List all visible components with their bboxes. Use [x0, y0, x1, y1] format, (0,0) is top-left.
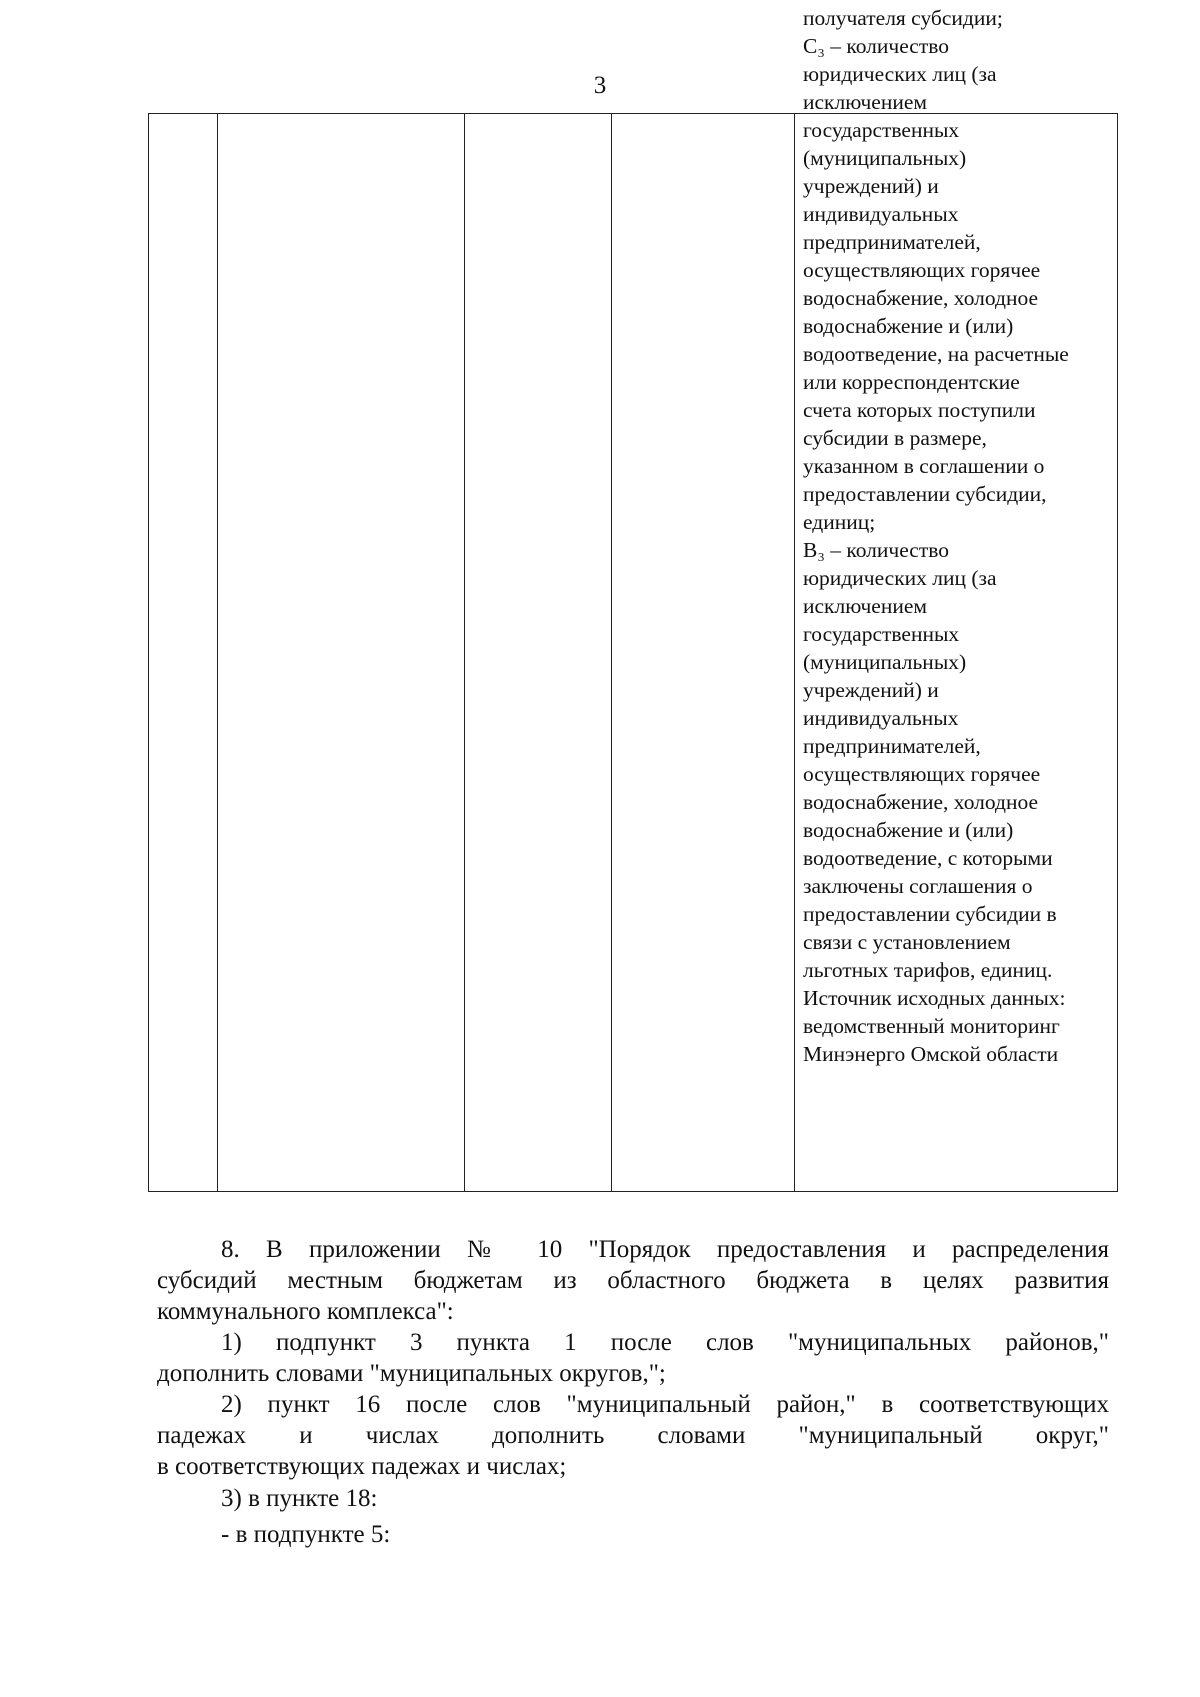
paragraph-8 — [157, 1234, 1109, 1327]
table-cell-line: (муниципальных) — [803, 650, 967, 674]
table-cell-line: осуществляющих горячее — [803, 762, 1041, 786]
table-cell-line: связи с установлением — [803, 930, 1011, 954]
table-cell-line: водоснабжение и (или) — [803, 818, 1014, 842]
table-cell-line: получателя субсидии; — [803, 6, 1003, 30]
paragraph-line: падежах и числах дополнить словами "муниципальный округ," — [157, 1422, 1109, 1449]
table-cell-line: государственных — [803, 118, 960, 142]
table-cell-line: счета которых поступили — [803, 398, 1036, 422]
table-cell-line: единиц; — [803, 510, 876, 534]
table-cell-line: юридических лиц (за — [803, 62, 997, 86]
paragraph-line: в соответствующих падежах и числах; — [157, 1453, 567, 1480]
paragraph-subitem-3 — [157, 1483, 1109, 1514]
table-cell-line: водоснабжение и (или) — [803, 314, 1014, 338]
page-number: 3 — [593, 72, 607, 99]
table-cell-line: водоотведение, с которыми — [803, 846, 1053, 870]
table-cell-line: индивидуальных — [803, 202, 959, 226]
table-cell-line: субсидии в размере, — [803, 426, 987, 450]
paragraph-subitem-1 — [157, 1327, 1109, 1389]
table-cell-line: Минэнерго Омской области — [803, 1042, 1059, 1066]
table-column-divider — [794, 114, 795, 1191]
table-cell-line: заключены соглашения о — [803, 874, 1033, 898]
paragraph-line: 3) в пункте 18: — [221, 1485, 378, 1512]
paragraph-line: 8. В приложении № 10 "Порядок предоставления и распределения — [221, 1236, 1109, 1263]
table-last-column-text — [803, 4, 1103, 1068]
table-column-divider — [611, 114, 612, 1191]
table-cell-line: исключением — [803, 594, 927, 618]
table-cell-line: индивидуальных — [803, 706, 959, 730]
table-cell-line: исключением — [803, 90, 927, 114]
table-cell-line: Источник исходных данных: — [803, 986, 1066, 1010]
table-cell-line: предпринимателей, — [803, 734, 981, 758]
table-cell-line: предоставлении субсидии, — [803, 482, 1047, 506]
table-cell-line: водоснабжение, холодное — [803, 790, 1039, 814]
paragraph-subitem-2 — [157, 1389, 1109, 1482]
paragraph-line: дополнить словами "муниципальных округов,"; — [157, 1360, 666, 1387]
paragraph-line: 2) пункт 16 после слов "муниципальный район," в соответствующих — [221, 1391, 1109, 1418]
table-cell-line: указанном в соглашении о — [803, 454, 1045, 478]
table-column-divider — [217, 114, 218, 1191]
table-cell-line: юридических лиц (за — [803, 566, 997, 590]
table-column-divider — [464, 114, 465, 1191]
table-cell-line: водоснабжение, холодное — [803, 286, 1039, 310]
paragraph-subitem-4 — [157, 1519, 1109, 1550]
table-cell-line: водоотведение, на расчетные — [803, 342, 1069, 366]
table-cell-line: учреждений) и — [803, 174, 939, 198]
paragraph-line: субсидий местным бюджетам из областного бюджета в целях развития — [157, 1267, 1109, 1294]
table-cell-line: предпринимателей, — [803, 230, 981, 254]
table-cell-line: учреждений) и — [803, 678, 939, 702]
table-cell-line: В₃ – количество — [803, 538, 949, 562]
table-cell-line: льготных тарифов, единиц. — [803, 958, 1053, 982]
paragraph-line: 1) подпункт 3 пункта 1 после слов "муниципальных районов," — [221, 1329, 1109, 1356]
paragraph-line: - в подпункте 5: — [221, 1521, 391, 1548]
table-cell-line: ведомственный мониторинг — [803, 1014, 1060, 1038]
table-cell-line: или корреспондентские — [803, 370, 1020, 394]
table-cell-line: (муниципальных) — [803, 146, 967, 170]
table-cell-line: предоставлении субсидии в — [803, 902, 1057, 926]
table-cell-line: осуществляющих горячее — [803, 258, 1041, 282]
table-cell-line: государственных — [803, 622, 960, 646]
table-cell-line: С₃ – количество — [803, 34, 949, 58]
paragraph-line: коммунального комплекса": — [157, 1298, 454, 1325]
